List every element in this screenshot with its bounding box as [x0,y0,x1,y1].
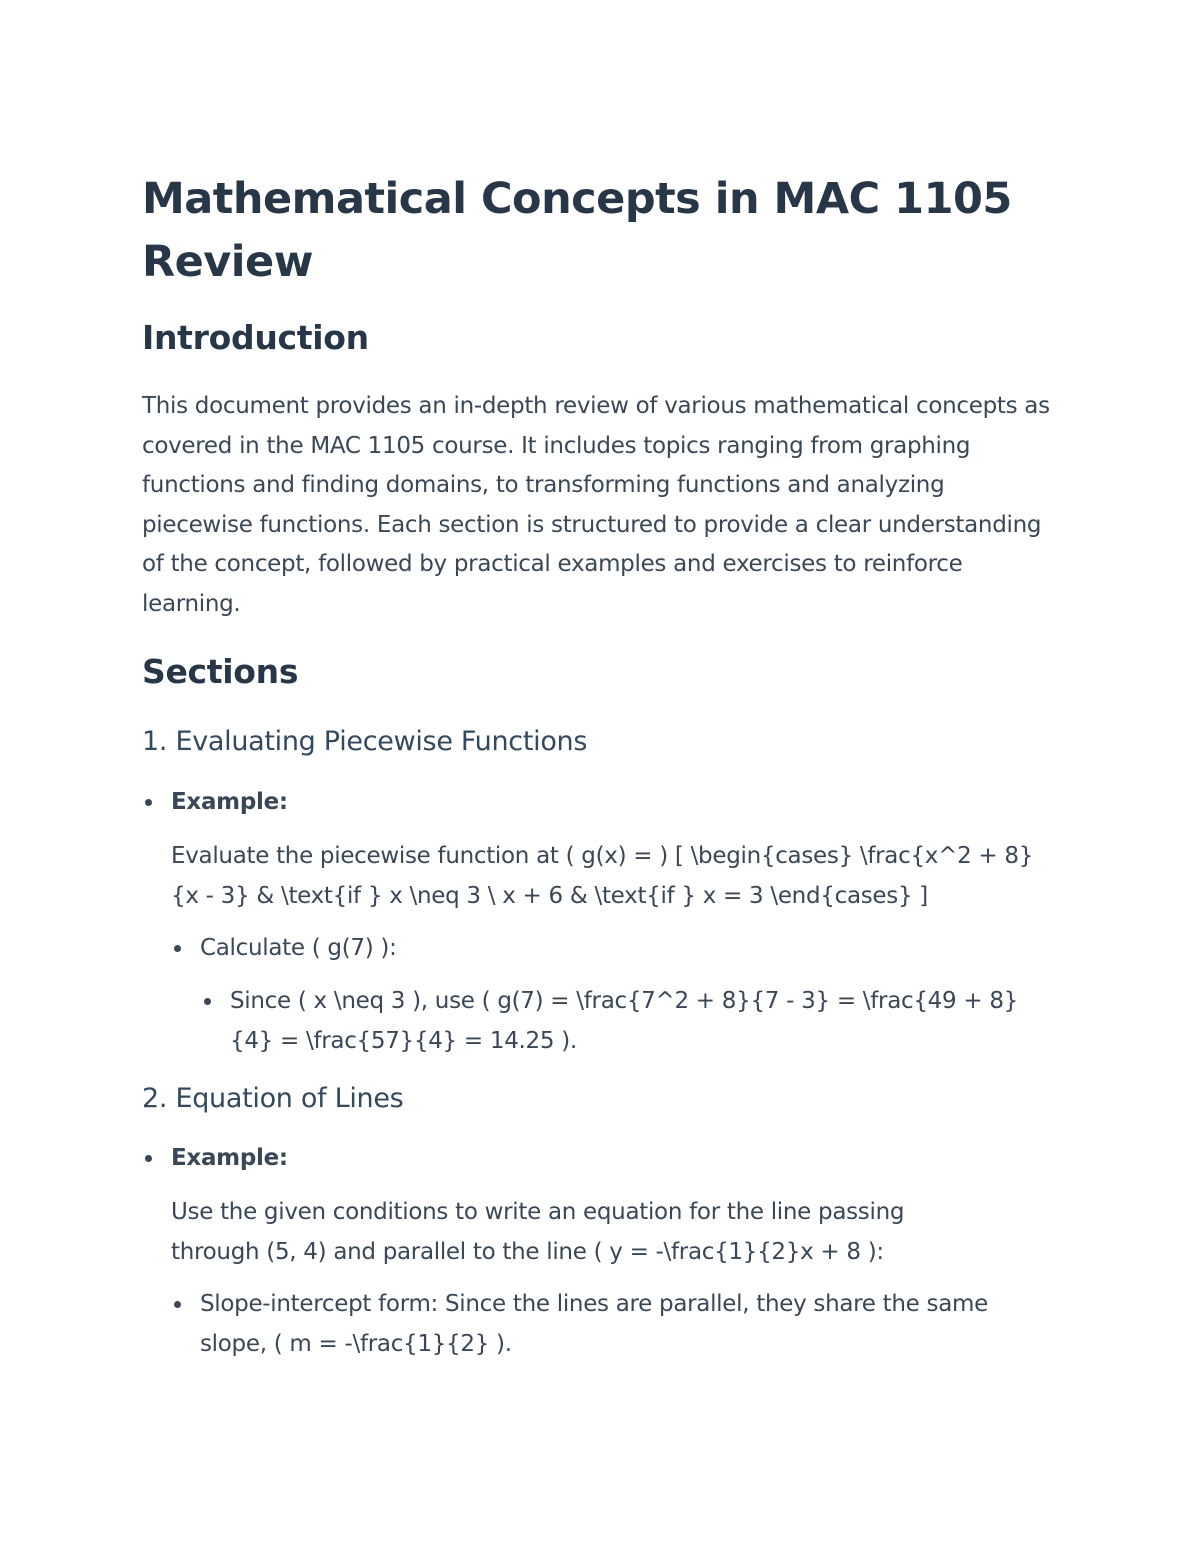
sub-bullet-text: Slope-intercept form: Since the lines are parallel, they share the same slope, ( m = -\frac{1}{2} ). [200,1291,988,1357]
bullet-dot [204,998,211,1005]
example-label: Example: [171,789,288,815]
page-title: Mathematical Concepts in MAC 1105 Review [142,174,1012,287]
sub-sub-bullet-text: Since ( x \neq 3 ), use ( g(7) = \frac{7^2 + 8}{7 - 3} = \frac{49 + 8}{4} = \frac{57}{4} = 14.25 ). [230,988,1019,1054]
section-1-example-bullet [171,783,288,823]
sections-heading: Sections [142,652,299,691]
section-1-sub-sub-bullet [230,982,1050,1061]
section-2-sub-bullet [200,1285,1060,1364]
section-1-heading: 1. Evaluating Piecewise Functions [142,726,588,757]
section-2-example-bullet [171,1139,288,1179]
section-1-example-text: Evaluate the piecewise function at ( g(x) = ) [ \begin{cases} \frac{x^2 + 8}{x - 3} & \text{if } x \neq 3 \ x + 6 & \text{if } x = 3 \end{cases} ] [171,843,1034,909]
section-1-sub-bullet [200,929,1050,969]
sub-bullet-text: Calculate ( g(7) ): [200,935,397,961]
example-label: Example: [171,1145,288,1171]
bullet-dot [174,945,181,952]
section-2-heading: 2. Equation of Lines [142,1083,404,1114]
introduction-paragraph: This document provides an in-depth review of various mathematical concepts as covered in the MAC 1105 course. It includes topics ranging from graphing functions and finding domains, to transforming functions and analyzing piecewise functions. Each section is structured to provide a clear understanding of the concept, followed by practical examples and exercises to reinforce learning. [142,393,1050,617]
section-2-example-text: Use the given conditions to write an equation for the line passing through (5, 4) and parallel to the line ( y = -\frac{1}{2}x + 8 ): [171,1199,905,1265]
bullet-dot [145,799,152,806]
bullet-dot [145,1155,152,1162]
introduction-heading: Introduction [142,318,369,357]
bullet-dot [174,1301,181,1308]
